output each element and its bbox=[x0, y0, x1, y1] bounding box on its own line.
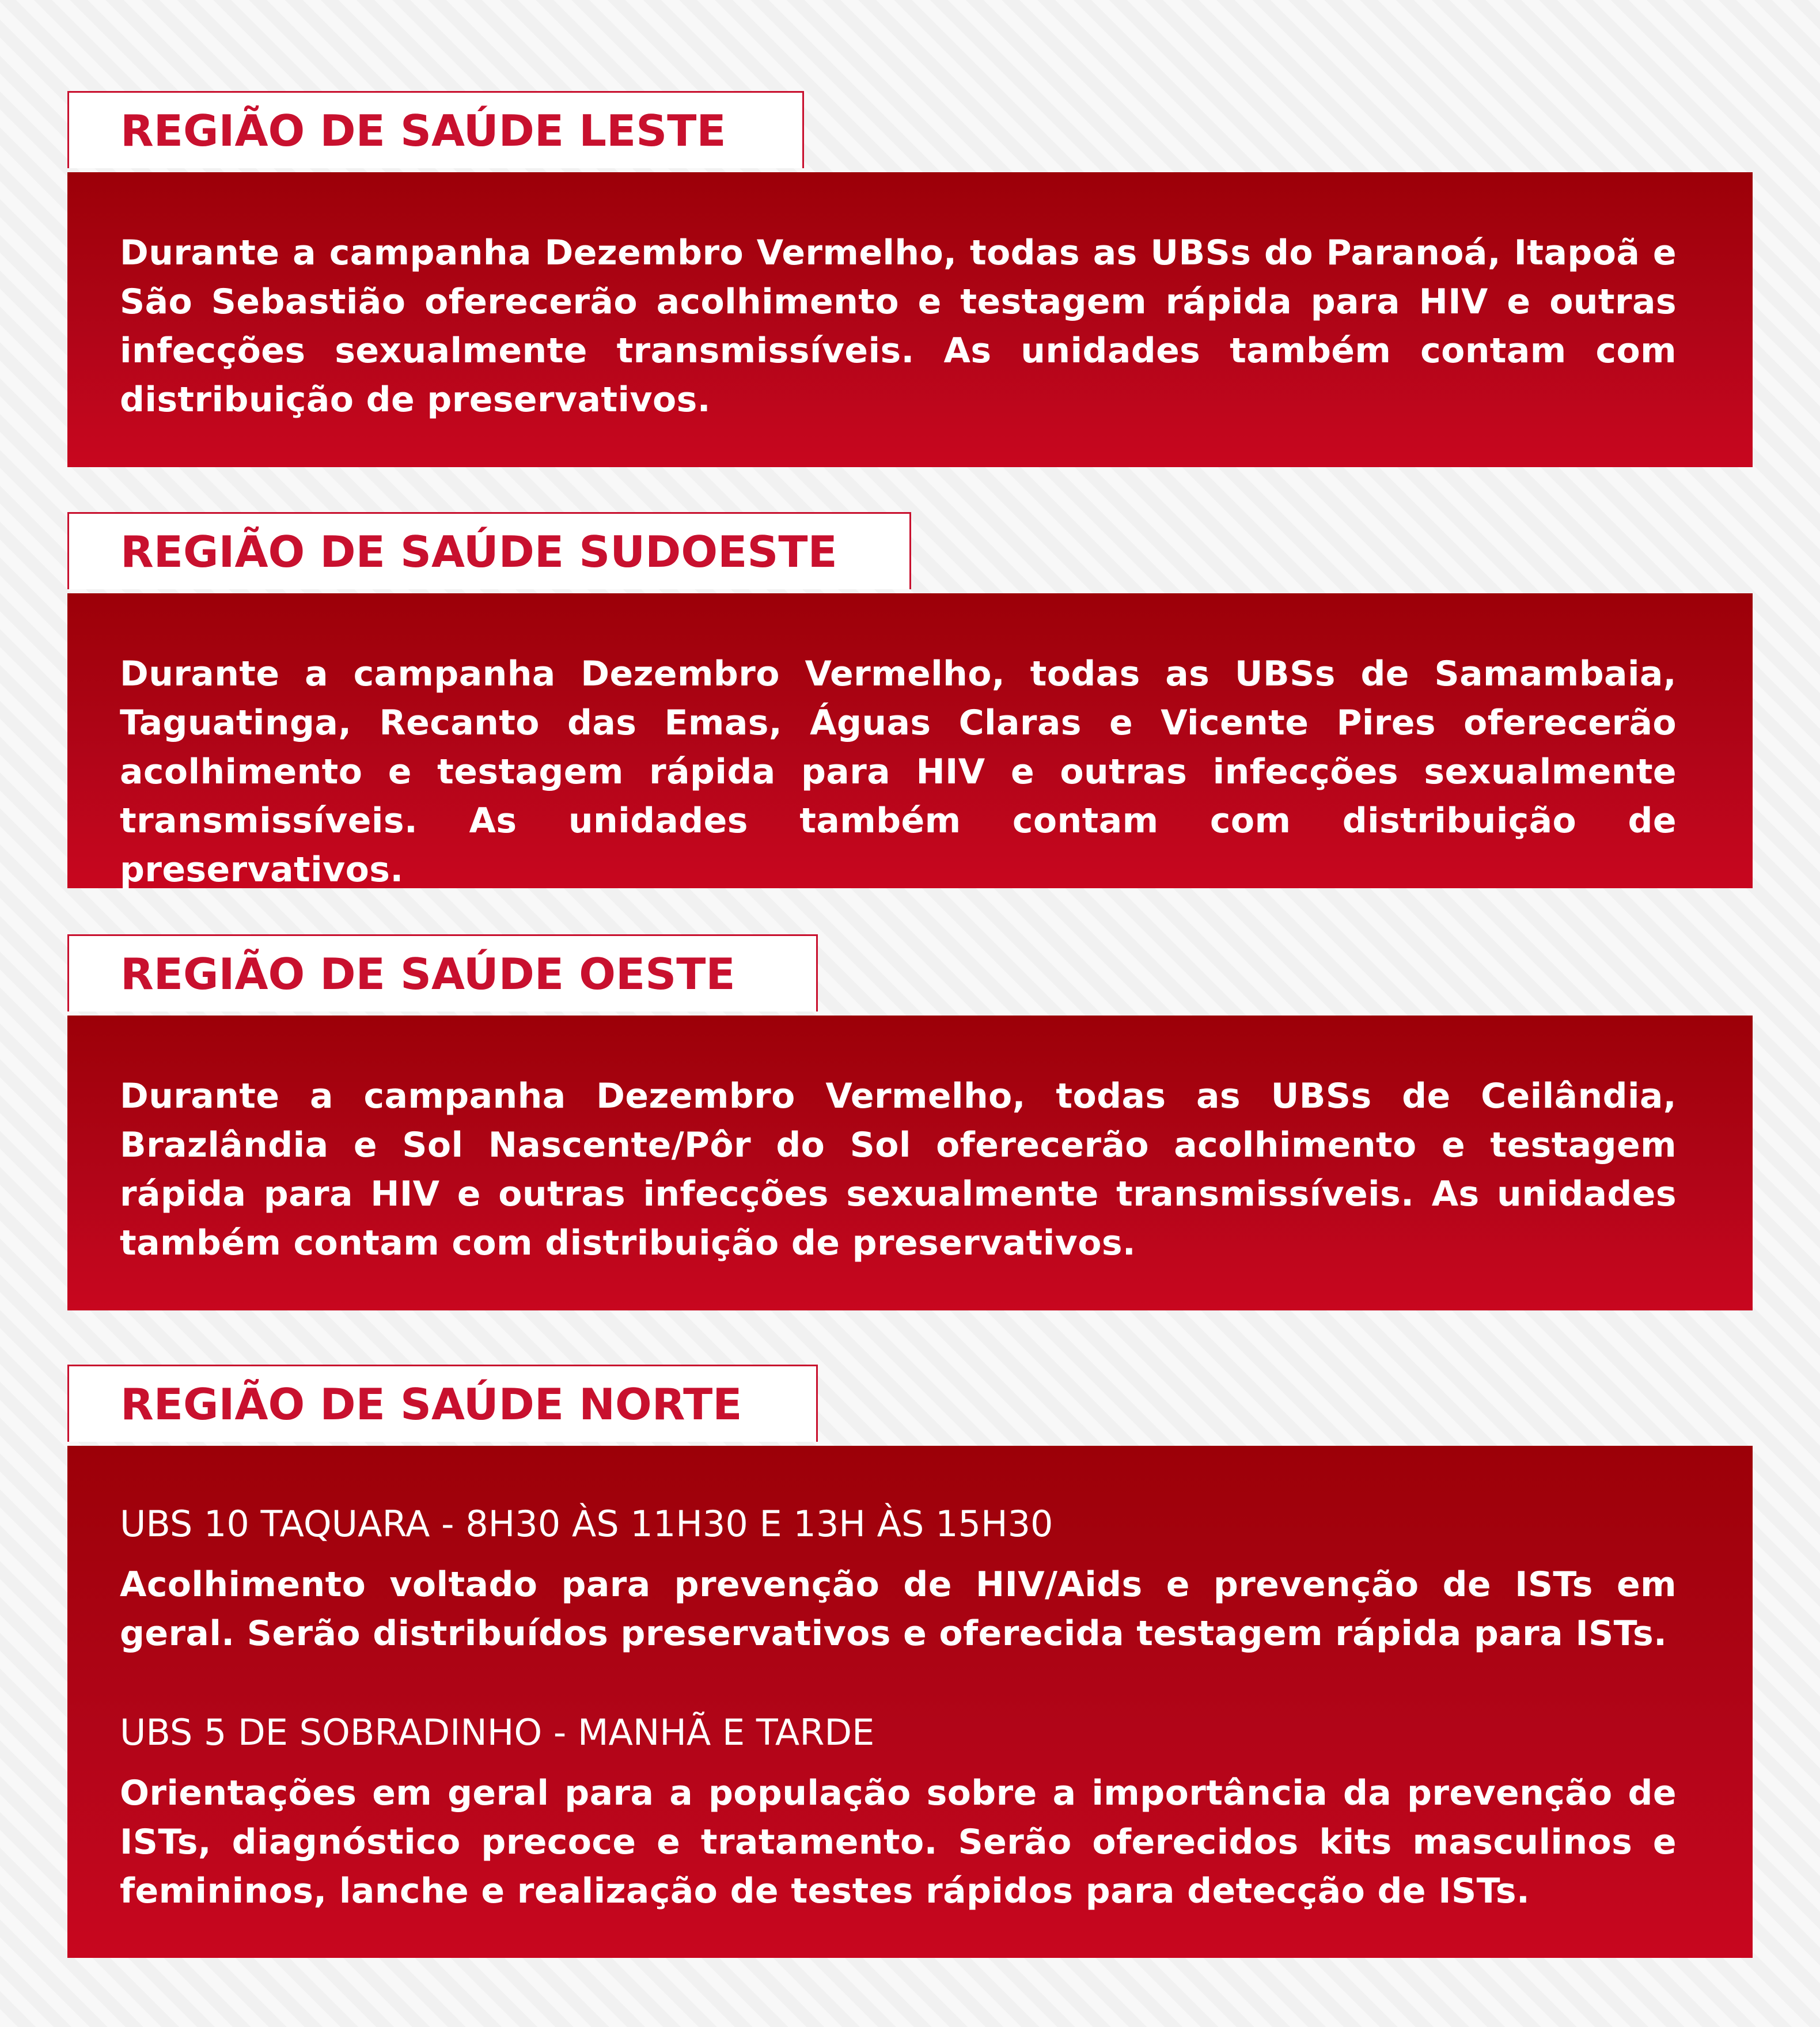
section-title-tab bbox=[67, 934, 818, 1011]
ubs-description: Orientações em geral para a população sobre a importância da prevenção de ISTs, diagnóstico precoce e tratamento. Serão oferecidos kits masculinos e femininos, lanche e realização de testes rápidos para detecção de ISTs. bbox=[120, 1773, 1677, 1911]
section-sudoeste bbox=[67, 512, 1753, 888]
section-title: REGIÃO DE SAÚDE NORTE bbox=[120, 1378, 742, 1430]
section-title-tab bbox=[67, 91, 804, 168]
ubs-description: Acolhimento voltado para prevenção de HIV/Aids e prevenção de ISTs em geral. Serão distribuídos preservativos e oferecida testagem rápida para ISTs. bbox=[120, 1564, 1677, 1654]
section-body: Durante a campanha Dezembro Vermelho, todas as UBSs de Samambaia, Taguatinga, Recanto das Emas, Águas Claras e Vicente Pires oferecerão acolhimento e testagem rápida para HIV e outras infecções sexualmente transmissíveis. As unidades também contam com distribuição de preservativos. bbox=[120, 654, 1677, 890]
section-leste bbox=[67, 91, 1753, 467]
section-title: REGIÃO DE SAÚDE OESTE bbox=[120, 948, 735, 999]
section-norte bbox=[67, 1365, 1753, 1958]
section-panel bbox=[67, 172, 1753, 467]
section-body: Durante a campanha Dezembro Vermelho, todas as UBSs de Ceilândia, Brazlândia e Sol Nascente/Pôr do Sol oferecerão acolhimento e testagem rápida para HIV e outras infecções sexualmente transmissíveis. As unidades também contam com distribuição de preservativos. bbox=[120, 1076, 1677, 1263]
section-panel bbox=[67, 1016, 1753, 1310]
section-oeste bbox=[67, 934, 1753, 1310]
section-panel bbox=[67, 593, 1753, 888]
section-title-tab bbox=[67, 1365, 818, 1442]
ubs-heading: UBS 5 DE SOBRADINHO - MANHÃ E TARDE bbox=[120, 1711, 875, 1753]
section-title: REGIÃO DE SAÚDE SUDOESTE bbox=[120, 526, 837, 577]
section-panel bbox=[67, 1446, 1753, 1958]
section-body: Durante a campanha Dezembro Vermelho, todas as UBSs do Paranoá, Itapoã e São Sebastião oferecerão acolhimento e testagem rápida para HIV e outras infecções sexualmente transmissíveis. As unidades também contam com distribuição de preservativos. bbox=[120, 233, 1677, 420]
section-title: REGIÃO DE SAÚDE LESTE bbox=[120, 105, 726, 156]
section-title-tab bbox=[67, 512, 911, 589]
ubs-heading: UBS 10 TAQUARA - 8H30 ÀS 11H30 E 13H ÀS 15H30 bbox=[120, 1503, 1053, 1545]
